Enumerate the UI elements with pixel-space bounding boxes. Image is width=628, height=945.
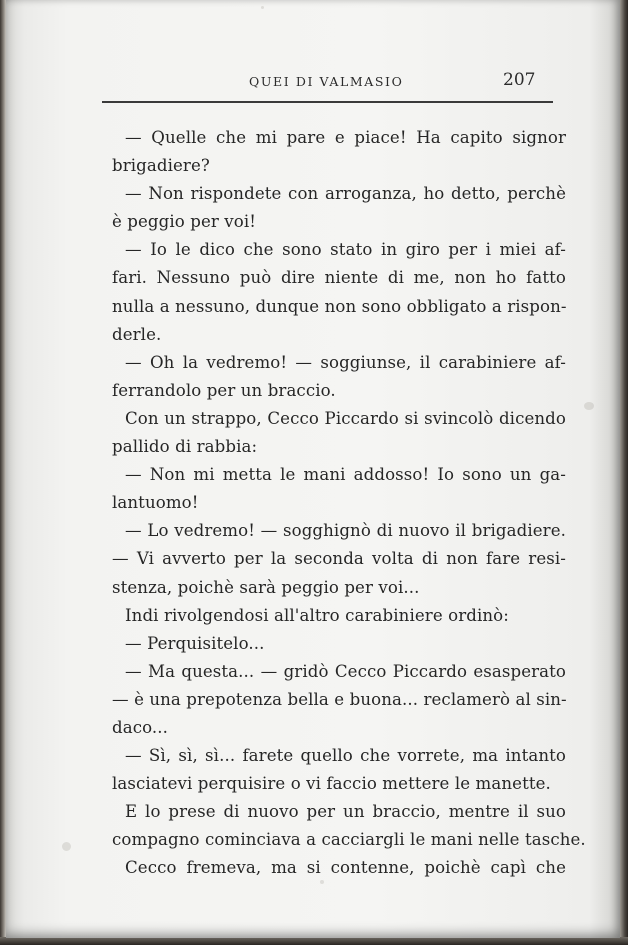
text-line: è peggio per voi! bbox=[112, 212, 257, 232]
text-line: lasciatevi perquisire o vi faccio mettere le manette. bbox=[112, 774, 551, 794]
paper-speckle bbox=[584, 402, 594, 410]
text-line: E lo prese di nuovo per un braccio, mentre il suo bbox=[125, 802, 566, 822]
text-line: — Non rispondete con arroganza, ho detto, perchè bbox=[125, 184, 566, 204]
header-rule bbox=[102, 101, 553, 103]
text-line: fari. Nessuno può dire niente di me, non ho fatto bbox=[112, 268, 566, 288]
text-line: — è una prepotenza bella e buona... reclamerò al sin- bbox=[112, 689, 567, 709]
text-line: — Vi avverto per la seconda volta di non fare resi- bbox=[112, 549, 566, 569]
body-text bbox=[112, 124, 586, 883]
text-line: ferrandolo per un braccio. bbox=[112, 380, 336, 400]
text-line: lantuomo! bbox=[112, 493, 199, 513]
text-line: — Perquisitelo... bbox=[125, 633, 265, 653]
text-line: compagno cominciava a cacciargli le mani nelle tasche. bbox=[112, 830, 586, 850]
text-line: — Io le dico che sono stato in giro per i miei af- bbox=[125, 240, 566, 260]
text-line: — Quelle che mi pare e piace! Ha capito signor bbox=[125, 128, 566, 147]
page-bottom-edge bbox=[0, 937, 628, 945]
text-line: — Sì, sì, sì... farete quello che vorrete, ma intanto bbox=[125, 746, 566, 766]
paper-speckle bbox=[62, 842, 71, 851]
text-line: derle. bbox=[112, 324, 162, 344]
text-line: pallido di rabbia: bbox=[112, 437, 258, 457]
text-line: daco... bbox=[112, 717, 169, 737]
book-page bbox=[6, 0, 620, 938]
paper-speckle bbox=[320, 880, 324, 884]
text-line: stenza, poichè sarà peggio per voi... bbox=[112, 577, 420, 597]
paper-speckle bbox=[261, 6, 264, 9]
text-line: — Oh la vedremo! — soggiunse, il carabiniere af- bbox=[125, 352, 566, 372]
text-line: — Ma questa... — gridò Cecco Piccardo esasperato bbox=[125, 661, 566, 681]
running-title: QUEI DI VALMASIO bbox=[249, 74, 404, 89]
text-line: Con un strappo, Cecco Piccardo si svincolò dicendo bbox=[125, 408, 566, 428]
text-line: — Lo vedremo! — sogghignò di nuovo il brigadiere. bbox=[125, 521, 566, 541]
page-number: 207 bbox=[503, 70, 536, 90]
text-line: — Non mi metta le mani addosso! Io sono un ga- bbox=[125, 465, 566, 485]
text-line: brigadiere? bbox=[112, 156, 210, 176]
text-line: Cecco fremeva, ma si contenne, poichè capì che bbox=[125, 858, 566, 878]
page-right-edge bbox=[620, 0, 628, 945]
text-line: nulla a nessuno, dunque non sono obbligato a rispon- bbox=[112, 296, 567, 316]
text-line: Indi rivolgendosi all'altro carabiniere ordinò: bbox=[125, 605, 509, 625]
